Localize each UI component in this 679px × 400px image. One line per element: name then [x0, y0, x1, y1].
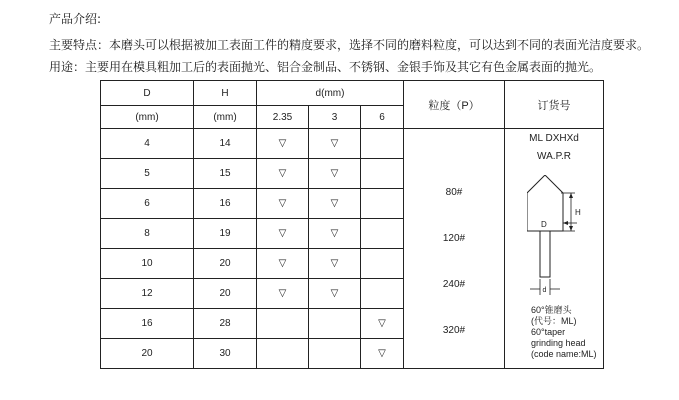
triangle-mark: ▽	[309, 249, 361, 279]
empty-cell	[309, 309, 361, 339]
empty-cell	[361, 189, 404, 219]
empty-cell	[361, 219, 404, 249]
desc-cn-2: (代号：ML)	[531, 316, 577, 326]
grit-cell	[404, 129, 505, 369]
dim-big-d-label: D	[541, 220, 547, 229]
triangle-mark: ▽	[257, 129, 309, 159]
arrow-icon	[563, 221, 568, 225]
intro-title: 产品介绍:	[49, 12, 102, 26]
cell-d: 4	[101, 129, 194, 159]
arrow-icon	[569, 193, 573, 198]
empty-cell	[257, 339, 309, 369]
order-code-line1: ML DXHXd	[529, 133, 579, 144]
triangle-mark: ▽	[257, 219, 309, 249]
triangle-mark: ▽	[309, 279, 361, 309]
intro-features: 主要特点：本磨头可以根据被加工表面工件的精度要求，选择不同的磨料粒度，可以达到不同的表面光洁度要求。	[49, 38, 650, 52]
cell-d: 20	[101, 339, 194, 369]
triangle-mark: ▽	[309, 219, 361, 249]
empty-cell	[361, 249, 404, 279]
grit-value: 240#	[442, 279, 466, 290]
triangle-mark: ▽	[309, 189, 361, 219]
header-d: D	[101, 81, 194, 106]
grit-value: 320#	[442, 325, 466, 336]
header-row	[101, 81, 604, 106]
unit-d: (mm)	[101, 106, 194, 129]
desc-en-1: 60°taper	[531, 327, 566, 337]
spec-table	[100, 80, 604, 369]
cell-d: 6	[101, 189, 194, 219]
dim-h-label: H	[575, 208, 581, 217]
cell-h: 16	[194, 189, 257, 219]
cell-h: 20	[194, 249, 257, 279]
order-cell	[505, 129, 604, 369]
intro-usage: 用途：主要用在模具粗加工后的表面抛光、铝合金制品、不锈钢、金银手饰及其它有色金属表面的抛光。	[49, 60, 602, 74]
cell-d: 8	[101, 219, 194, 249]
tool-diagram	[527, 175, 583, 299]
cell-d: 16	[101, 309, 194, 339]
empty-cell	[361, 279, 404, 309]
shank	[540, 231, 550, 277]
header-grit: 粒度（P）	[404, 81, 505, 129]
empty-cell	[257, 309, 309, 339]
triangle-mark: ▽	[257, 249, 309, 279]
cell-h: 20	[194, 279, 257, 309]
triangle-mark: ▽	[257, 189, 309, 219]
cell-d: 5	[101, 159, 194, 189]
table-row	[101, 129, 604, 159]
triangle-mark: ▽	[257, 159, 309, 189]
desc-en-2: grinding head	[531, 338, 586, 348]
cell-h: 28	[194, 309, 257, 339]
order-code-line2: WA.P.R	[537, 151, 571, 162]
cell-h: 15	[194, 159, 257, 189]
small-d-size: 2.35	[257, 106, 309, 129]
triangle-mark: ▽	[257, 279, 309, 309]
desc-cn-1: 60°锥磨头	[531, 305, 572, 315]
dim-small-d-label: d	[542, 287, 547, 294]
triangle-mark: ▽	[361, 309, 404, 339]
empty-cell	[361, 159, 404, 189]
empty-cell	[361, 129, 404, 159]
header-small-d: d(mm)	[257, 81, 404, 106]
triangle-mark: ▽	[309, 129, 361, 159]
triangle-mark: ▽	[361, 339, 404, 369]
arrow-icon	[569, 226, 573, 231]
grit-value: 80#	[445, 187, 463, 198]
small-d-size: 6	[361, 106, 404, 129]
grit-value: 120#	[442, 233, 466, 244]
cell-d: 12	[101, 279, 194, 309]
cell-h: 30	[194, 339, 257, 369]
triangle-mark: ▽	[309, 159, 361, 189]
cell-h: 14	[194, 129, 257, 159]
cell-d: 10	[101, 249, 194, 279]
header-order: 订货号	[505, 81, 604, 129]
empty-cell	[309, 339, 361, 369]
unit-h: (mm)	[194, 106, 257, 129]
cell-h: 19	[194, 219, 257, 249]
header-h: H	[194, 81, 257, 106]
desc-en-3: (code name:ML)	[531, 349, 597, 359]
small-d-size: 3	[309, 106, 361, 129]
